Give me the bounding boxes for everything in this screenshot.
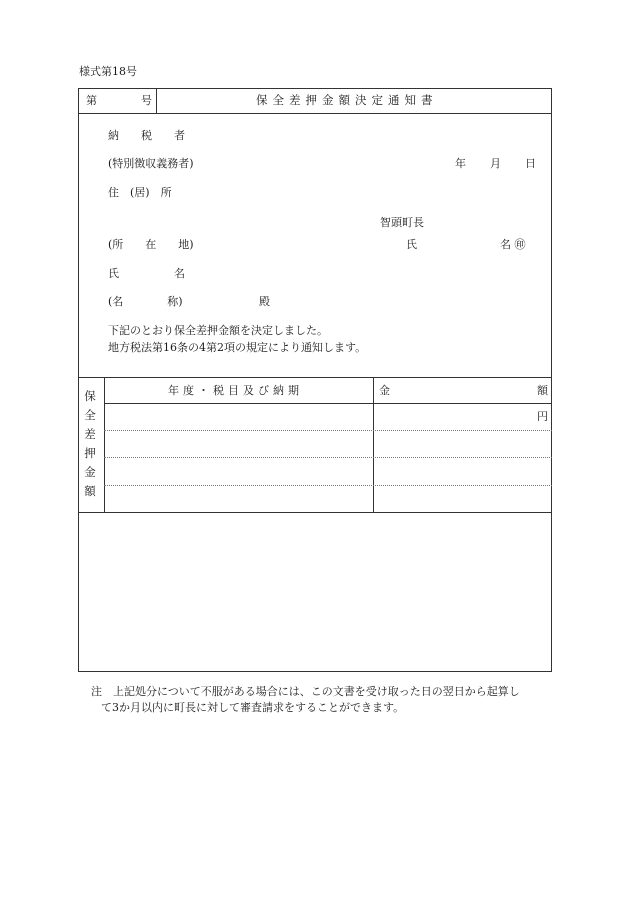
document-title: 保全差押金額決定通知書	[256, 93, 438, 107]
date-month: 月	[490, 157, 501, 170]
amount-unit-yen: 円	[537, 410, 548, 423]
table-side-divider	[104, 377, 105, 512]
header-divider	[78, 113, 552, 114]
issuer-title: 智頭町長	[380, 216, 424, 229]
table-row-divider	[104, 485, 552, 486]
number-suffix: 号	[141, 94, 152, 107]
date-day: 日	[525, 157, 536, 170]
table-column-divider	[373, 377, 374, 512]
location-label: (所 在 地)	[108, 238, 194, 251]
message-line-1: 下記のとおり保全差押金額を決定しました。	[108, 324, 328, 337]
form-frame	[78, 88, 552, 672]
preservation-seizure-amount-label: 保 全 差 押 金 額	[84, 389, 96, 498]
honorific-dono: 殿	[259, 295, 270, 308]
table-top-border	[78, 377, 552, 378]
issuer-name-seal: 名 ㊞	[500, 238, 526, 251]
header-number-divider	[156, 88, 157, 113]
address-label: 住 (居) 所	[108, 186, 172, 199]
taxpayer-label: 納 税 者	[108, 129, 185, 142]
special-collector-label: (特別徴収義務者)	[108, 157, 194, 170]
note-line-2: て3か月以内に町長に対して審査請求をすることができます。	[101, 701, 405, 714]
table-row-divider	[104, 457, 552, 458]
column-header-amount-right: 額	[537, 384, 548, 397]
column-header-period: 年度・税目及び納期	[168, 384, 303, 397]
table-row-divider	[104, 430, 552, 431]
message-line-2: 地方税法第16条の4第2項の規定により通知します。	[108, 341, 367, 354]
column-header-amount-left: 金	[379, 384, 390, 397]
number-prefix: 第	[86, 94, 97, 107]
date-year: 年	[455, 157, 466, 170]
name-label: 氏 名	[108, 267, 185, 280]
note-line-1: 注 上記処分について不服がある場合には、この文書を受け取った日の翌日から起算し	[91, 685, 520, 698]
form-number: 様式第18号	[79, 65, 137, 78]
organization-name-label: (名 称)	[108, 295, 183, 308]
issuer-name-left: 氏	[406, 238, 417, 251]
table-header-divider	[104, 403, 552, 404]
table-bottom-border	[78, 512, 552, 513]
